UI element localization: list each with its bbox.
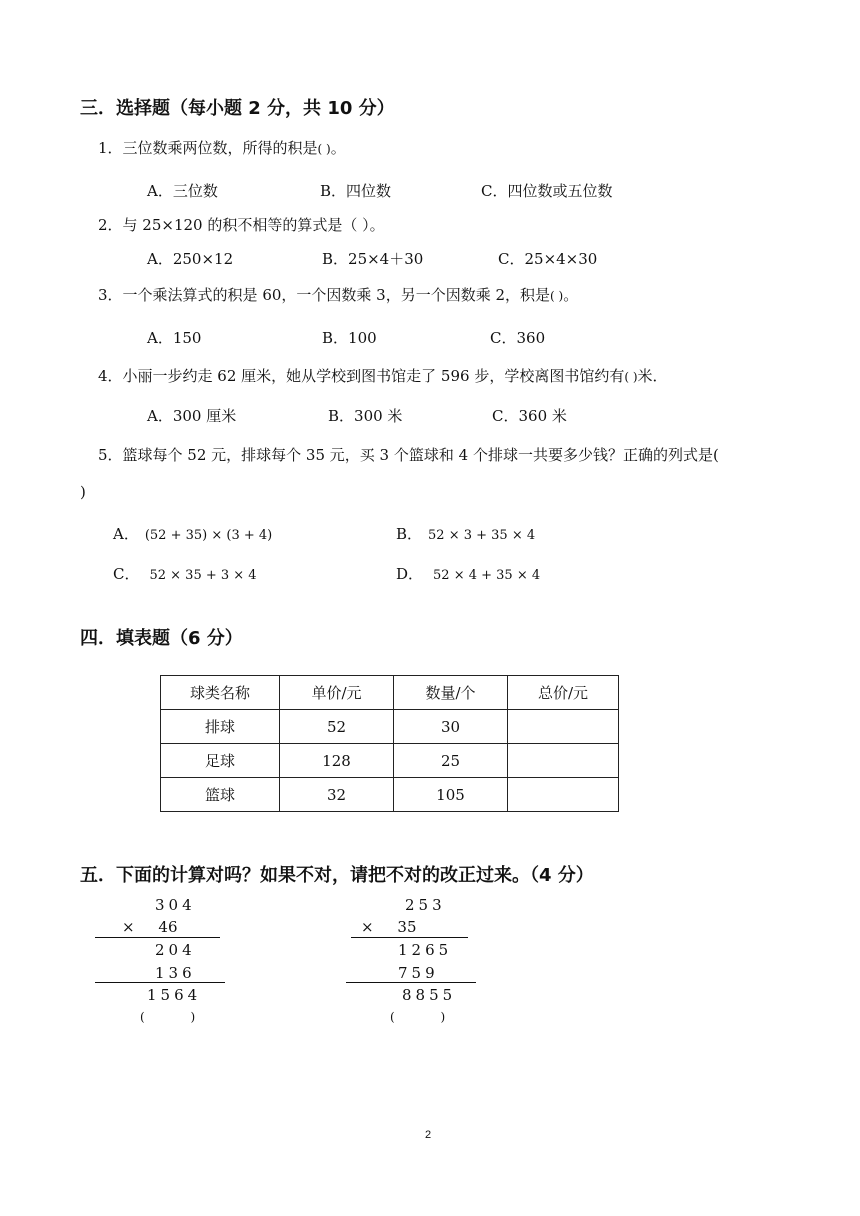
question-1 [98,137,346,158]
multiplicand: 304 [155,896,196,914]
divider-line [351,937,468,938]
q2-option-c: C．25×4×30 [498,250,598,268]
divider-line [95,982,225,983]
section5-title: 五．下面的计算对吗？如果不对，请把不对的改正过来。（4 分） [80,865,594,886]
question-2: 2．与 25×120 的积不相等的算式是（ ）。 [98,216,385,234]
product: 8855 [402,986,457,1004]
question-3-end: 。 [563,286,579,304]
judgement-blank[interactable]: ( ) [390,1010,446,1024]
table-cell: 排球 [161,710,280,744]
section4-title: 四．填表题（6 分） [80,628,243,649]
page-number: 2 [425,1129,432,1141]
q4-option-a: A．300 厘米 [147,407,237,425]
question-4-stem: 4．小丽一步约走 62 厘米，她从学校到图书馆走了 596 步，学校离图书馆约有 [98,367,625,385]
q5-option-b-letter: B． [396,525,423,543]
judgement-blank[interactable]: ( ) [140,1010,196,1024]
divider-line [95,937,220,938]
q4-option-b: B．300 米 [328,407,403,425]
table-cell: 30 [394,710,508,744]
table-cell-answer[interactable] [508,744,619,778]
table-cell-answer[interactable] [508,778,619,812]
table-header-row [161,676,619,710]
price-table [160,675,619,812]
question-3-stem: 3．一个乘法算式的积是 60，一个因数乘 3，另一个因数乘 2，积是 [98,286,551,304]
table-header-cell: 球类名称 [161,676,280,710]
q5-option-d-expr: 52 × 4 + 35 × 4 [433,568,541,583]
multiplier: × 46 [122,918,178,936]
q4-option-c: C．360 米 [492,407,567,425]
table-cell: 128 [280,744,394,778]
question-5-close-paren: ) [80,483,86,501]
table-cell: 32 [280,778,394,812]
q2-option-a: A．250×12 [147,250,234,268]
q5-option-b [396,523,535,544]
q1-option-a: A．三位数 [147,182,218,200]
q3-option-c: C．360 [490,329,546,347]
table-row [161,710,619,744]
section3-title: 三．选择题（每小题 2 分，共 10 分） [80,98,395,119]
q5-option-d-letter: D． [396,565,424,583]
partial-product-1: 1265 [398,941,453,959]
question-1-end: 。 [330,139,346,157]
table-header-cell: 总价/元 [508,676,619,710]
table-cell: 52 [280,710,394,744]
divider-line [346,982,476,983]
table-cell-answer[interactable] [508,710,619,744]
q1-option-c: C．四位数或五位数 [481,182,613,200]
table-row [161,778,619,812]
question-4 [98,365,668,386]
q5-option-c-expr: 52 × 35 + 3 × 4 [149,568,257,583]
product: 1564 [147,986,202,1004]
q2-option-b: B．25×4＋30 [322,250,424,268]
partial-product-2: 136 [155,964,196,982]
answer-blank: ( ) [624,370,638,384]
partial-product-2: 759 [398,964,439,982]
q5-option-c-letter: C． [113,565,140,583]
q5-option-a-letter: A． [113,525,139,543]
question-1-stem: 1．三位数乘两位数，所得的积是 [98,139,318,157]
q5-option-d [396,563,540,584]
q5-option-c [113,563,257,584]
answer-blank: ( ) [317,142,331,156]
partial-product-1: 204 [155,941,196,959]
table-header-cell: 数量/个 [394,676,508,710]
q5-option-a [113,523,272,544]
table-cell: 足球 [161,744,280,778]
multiplicand: 253 [405,896,446,914]
table-header-cell: 单价/元 [280,676,394,710]
answer-blank: ( ) [550,289,564,303]
q1-option-b: B．四位数 [320,182,392,200]
table-cell: 篮球 [161,778,280,812]
q5-option-b-expr: 52 × 3 + 35 × 4 [428,528,536,543]
question-4-end: 米． [637,367,668,385]
question-3 [98,284,578,305]
question-5: 5．篮球每个 52 元，排球每个 35 元，买 3 个篮球和 4 个排球一共要多少钱？正确的列式是( [98,446,719,464]
q3-option-a: A．150 [147,329,202,347]
q5-option-a-expr: (52 + 35) × (3 + 4) [144,528,273,543]
multiplier: × 35 [361,918,417,936]
q3-option-b: B．100 [322,329,377,347]
table-cell: 105 [394,778,508,812]
table-cell: 25 [394,744,508,778]
table-row [161,744,619,778]
